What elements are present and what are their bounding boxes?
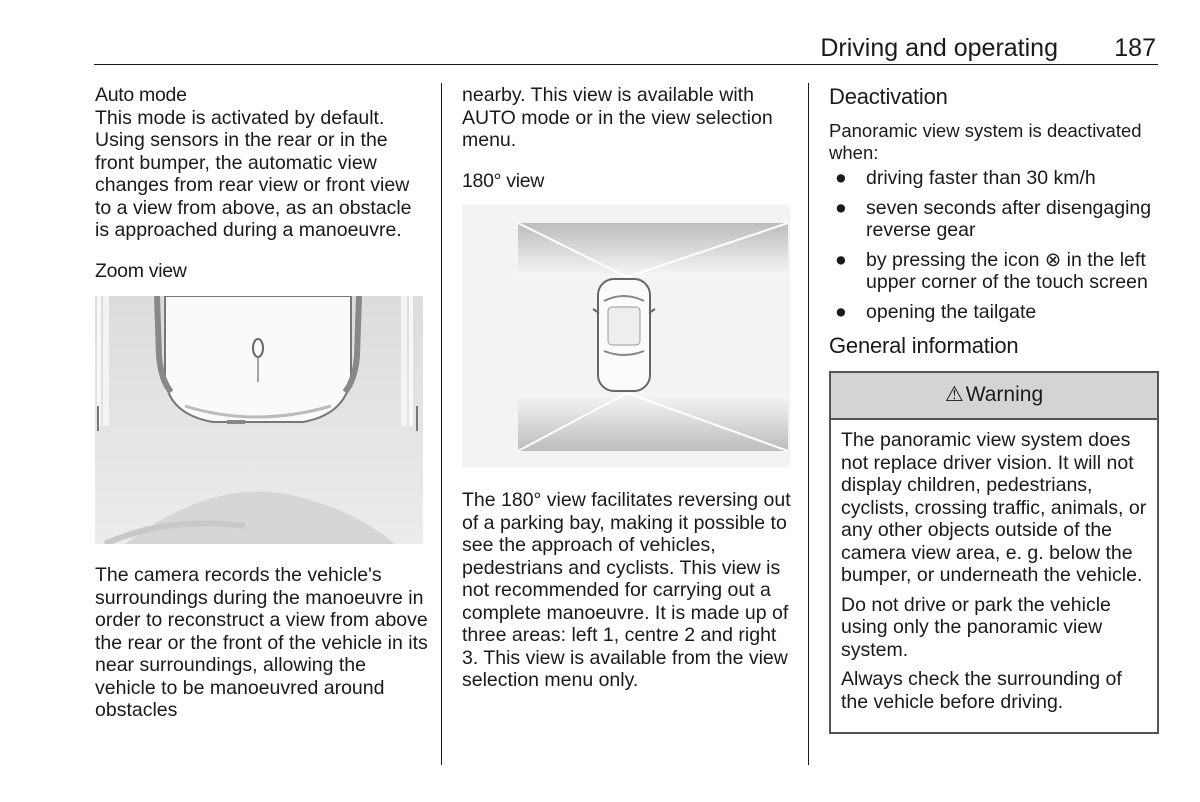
zoom-view-continued-text: nearby. This view is available with AUTO mode or in the view selection menu. (462, 84, 773, 151)
view-180-heading: 180° view (462, 169, 545, 192)
warning-body (831, 420, 1157, 732)
warning-paragraph: Do not drive or park the vehicle using only the panoramic view system. (841, 593, 1111, 661)
column-2 (462, 84, 797, 692)
warning-header (831, 373, 1157, 420)
deactivation-intro: Panoramic view system is deactivated when: (829, 120, 1142, 163)
deactivation-heading: Deactivation (829, 84, 948, 109)
warning-paragraph: The panoramic view system does not replace driver vision. It will not display children, pedestrians, cyclists, crossing traffic, animals, or any other objects outside of the camera view area, e. g. below the bumper, or underneath the vehicle. (841, 429, 1147, 586)
column-divider-2 (808, 83, 809, 765)
warning-box (829, 371, 1159, 734)
list-item-text: driving faster than 30 km/h (866, 167, 1096, 189)
view-180-text: The 180° view facilitates reversing out of a parking bay, making it possible to see the approach of vehicles, pedestrians and cyclists. This view is not recommended for carrying out a complete manoeuvre. It is made up of three areas: left 1, centre 2 and right 3. This view is available from the view selection menu only. (462, 489, 791, 691)
zoom-view-text: The camera records the vehicle's surroundings during the manoeuvre in order to reconstruct a view from above the rear or the front of the vehicle in its near surroundings, allowing the vehicle to be manoeuvred around obstacles (95, 564, 428, 721)
column-divider-1 (441, 83, 442, 765)
warning-title: Warning (965, 383, 1044, 407)
page-number: 187 (1114, 34, 1156, 62)
warning-paragraph: Always check the surrounding of the vehicle before driving. (841, 668, 1122, 713)
list-item: ● seven seconds after disengaging reverse gear (835, 196, 1152, 241)
column-3 (829, 84, 1159, 734)
header-rule (94, 64, 1158, 65)
list-item-text: by pressing the icon ⊗ in the left upper corner of the touch screen (866, 248, 1148, 293)
auto-mode-text: This mode is activated by default. Using sensors in the rear or in the front bumper, the automatic view changes from rear view or front view to a view from above, as an obstacle is approached during a manoeuvre. (95, 106, 412, 241)
view-180-drawing (462, 205, 790, 467)
zoom-view-heading: Zoom view (95, 259, 187, 282)
general-information-heading: General information (829, 333, 1019, 358)
warning-triangle-icon: ⚠ (944, 383, 964, 407)
view-180-illustration (462, 205, 790, 467)
auto-mode-heading: Auto mode (95, 84, 187, 106)
deactivation-list (829, 167, 1159, 323)
list-item-text: seven seconds after disengaging reverse gear (866, 196, 1152, 241)
zoom-view-illustration (95, 296, 423, 544)
list-item: ● driving faster than 30 km/h (835, 167, 1096, 189)
column-1 (95, 84, 430, 722)
list-item: ● opening the tailgate (835, 300, 1037, 323)
list-item-text: opening the tailgate (866, 300, 1037, 323)
list-item: ● by pressing the icon ⊗ in the left upper corner of the touch screen (835, 248, 1148, 293)
zoom-view-drawing (95, 296, 423, 544)
running-header-section: Driving and operating (820, 34, 1058, 62)
